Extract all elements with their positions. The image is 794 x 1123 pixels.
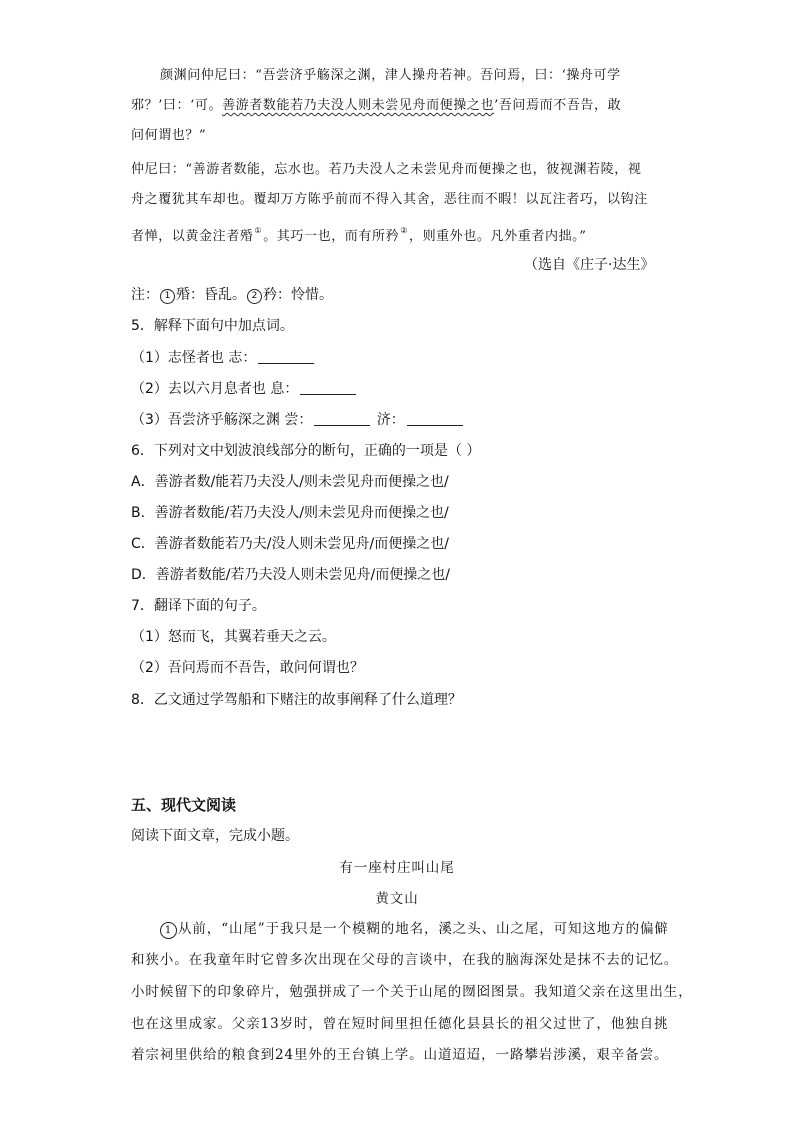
- paragraph-1-line-5: 着宗祠里供给的粮食到24里外的王台镇上学。山道迢迢，一路攀岩涉溪，艰辛备尝。: [131, 1047, 669, 1063]
- question-5-2: [131, 379, 358, 399]
- classical-line-2: [131, 96, 621, 116]
- question-8: 8．乙文通过学驾船和下赌注的故事阐释了什么道理？: [131, 692, 462, 708]
- note-2-circled-number: 2: [247, 289, 262, 304]
- paragraph-1-line-4: 也在这里成家。父亲13岁时，曾在短时间里担任德化县县长的祖父过世了，他独自挑: [131, 1016, 669, 1032]
- classical-line-3: 问何谓也？”: [131, 128, 207, 143]
- answer-blank[interactable]: [258, 349, 314, 364]
- question-5-1-text: （1）志怪者也 志：: [131, 350, 257, 366]
- note-2-text: 矜：怜惜。: [263, 287, 333, 303]
- option-d: D．善游者数能/若乃夫没人则未尝见舟/而便操之也/: [131, 567, 450, 583]
- question-5-2-text: （2）去以六月息者也 息：: [131, 381, 299, 397]
- question-5-3-text-a: （3）吾尝济乎觞深之渊 尝：: [131, 412, 313, 428]
- option-c: C．善游者数能若乃夫/没人则未尝见舟/而便操之也/: [131, 536, 449, 552]
- question-5-3-text-b: 济：: [372, 412, 405, 428]
- paragraph-1-line-2: 和狭小。在我童年时它曾多次出现在父母的言谈中，在我的脑海深处是抹不去的记忆。: [131, 952, 679, 968]
- question-5: 5．解释下面句中加点词。: [131, 318, 294, 334]
- classical-line-6-a: 者惮，以黄金注者殙: [131, 229, 254, 244]
- notes-prefix: 注：: [131, 287, 159, 303]
- question-5-1: [131, 348, 316, 368]
- answer-blank[interactable]: [300, 380, 356, 395]
- note-1-circled-number: 1: [160, 289, 175, 304]
- classical-line-4: 仲尼曰：“善游者数能，忘水也。若乃夫没人之未尝见舟而便操之也，彼视渊若陵，视: [131, 162, 642, 177]
- question-5-3: [131, 410, 465, 430]
- paragraph-1-text-1: 从前，“山尾”于我只是一个模糊的地名，溪之头、山之尾，可知这地方的偏僻: [178, 921, 669, 937]
- answer-blank[interactable]: [407, 411, 463, 426]
- footnote-mark-1: ①: [254, 226, 263, 235]
- question-7: 7．翻译下面的句子。: [131, 598, 266, 614]
- paragraph-number: 1: [160, 922, 177, 939]
- wavy-underlined-sentence: 善游者数能若乃夫没人则未尝见舟而便操之也: [222, 98, 495, 113]
- classical-line-6-c: ，则重外也。凡外重者内拙。”: [408, 229, 587, 244]
- option-b: B．善游者数能/若乃夫没人/则未尝见舟而便操之也/: [131, 505, 449, 521]
- classical-line-2-before: 邪？’曰：‘可。: [131, 98, 223, 113]
- article-author: 黄文山: [375, 891, 419, 907]
- classical-line-6-b: 。其巧一也，而有所矜: [263, 229, 400, 244]
- question-7-2: （2）吾问焉而不吾告，敢问何谓也？: [131, 660, 364, 676]
- classical-line-5: 舟之覆犹其车却也。覆却万方陈乎前而不得入其舍，恶往而不暇！以瓦注者巧，以钩注: [131, 192, 648, 207]
- reading-instruction: 阅读下面文章，完成小题。: [131, 828, 299, 844]
- source-citation: （选自《庄子·达生》: [524, 257, 655, 273]
- section-heading: 五、现代文阅读: [131, 796, 237, 814]
- classical-line-1: 颜渊问仲尼曰：“吾尝济乎觞深之渊，津人操舟若神。吾问焉，曰：‘操舟可学: [160, 68, 621, 83]
- notes-line: [131, 285, 333, 305]
- article-title: 有一座村庄叫山尾: [339, 860, 455, 876]
- classical-line-6: [131, 221, 587, 247]
- footnote-mark-2: ②: [400, 226, 408, 235]
- paragraph-1-line-3: 小时候留下的印象碎片，勉强拼成了一个关于山尾的囫囵图景。我知道父亲在这里出生，: [131, 984, 693, 1000]
- classical-line-2-after: ’吾问焉而不吾告，敢: [494, 98, 622, 113]
- note-1-text: 殙：昏乱。: [176, 287, 246, 303]
- answer-blank[interactable]: [314, 411, 370, 426]
- paragraph-1-line-1: [160, 919, 669, 939]
- question-7-1: （1）怒而飞，其翼若垂天之云。: [131, 629, 336, 645]
- option-a: A．善游者数/能若乃夫没人/则未尝见舟而便操之也/: [131, 474, 449, 490]
- question-6: 6．下列对文中划波浪线部分的断句，正确的一项是（ ）: [131, 443, 481, 459]
